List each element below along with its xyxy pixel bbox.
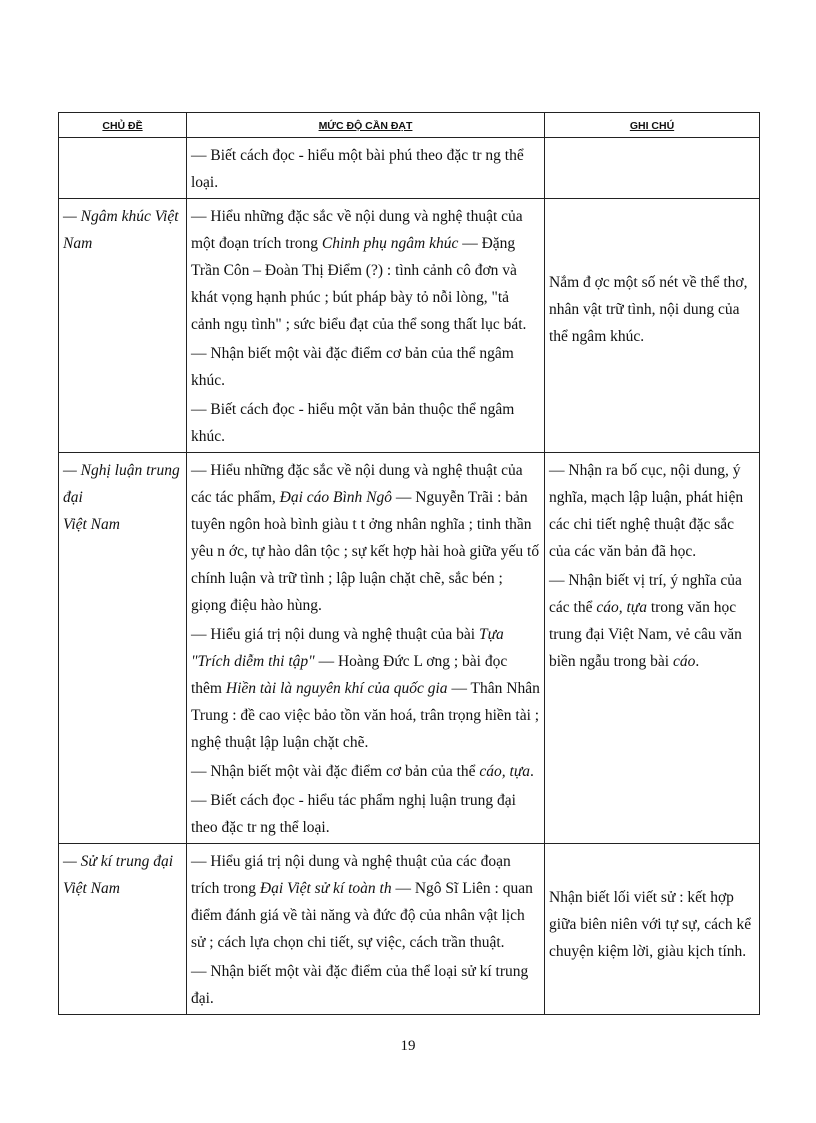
note-cell — [545, 844, 760, 1015]
table-row — [59, 199, 760, 453]
topic-cell: — Nghị luận trung đại Việt Nam — [59, 453, 187, 844]
level-cell — [187, 138, 545, 199]
topic-cell: — Sử kí trung đại Việt Nam — [59, 844, 187, 1015]
topic-cell: — Ngâm khúc Việt Nam — [59, 199, 187, 453]
curriculum-table — [58, 112, 760, 1015]
level-item: — Nhận biết một vài đặc điểm cơ bản của thể cáo, tựa. — [191, 763, 534, 780]
level-item: — Biết cách đọc - hiểu một bài phú theo đặc tr ng thể loại. — [191, 147, 524, 191]
level-cell — [187, 453, 545, 844]
level-cell — [187, 199, 545, 453]
topic-cell — [59, 138, 187, 199]
level-item: — Biết cách đọc - hiểu tác phẩm nghị luận trung đại theo đặc tr ng thể loại. — [191, 792, 516, 836]
note-item: — Nhận biết vị trí, ý nghĩa của các thể cáo, tựa trong văn học trung đại Việt Nam, vẻ câu văn biền ngẫu trong bài cáo. — [549, 572, 742, 670]
table-row — [59, 138, 760, 199]
level-item: — Hiểu những đặc sắc về nội dung và nghệ thuật của một đoạn trích trong Chinh phụ ngâm khúc — Đặng Trần Côn – Đoàn Thị Điểm (?) : tình cảnh cô đơn và khát vọng hạnh phúc ; bút pháp bày tỏ nỗi lòng, "tả cảnh ngụ tình" ; sức biểu đạt của thể song thất lục bát. — [191, 208, 527, 333]
table-row — [59, 844, 760, 1015]
level-item: — Hiểu những đặc sắc về nội dung và nghệ thuật của các tác phẩm, Đại cáo Bình Ngô — Nguyễn Trãi : bản tuyên ngôn hoà bình giàu t t ởng nhân nghĩa ; tinh thần yêu n ớc, tự hào dân tộc ; sự kết hợp hài hoà giữa yếu tố chính luận và trữ tình ; lập luận chặt chẽ, sắc bén ; giọng điệu hào hùng. — [191, 462, 540, 614]
page-number: 19 — [400, 1038, 416, 1054]
level-item: — Nhận biết một vài đặc điểm cơ bản của thể ngâm khúc. — [191, 345, 514, 389]
table-row — [59, 453, 760, 844]
note-cell — [545, 138, 760, 199]
header-note: GHI CHÚ — [545, 113, 760, 138]
header-level: MỨC ĐỘ CẦN ĐẠT — [187, 113, 545, 138]
note-cell — [545, 453, 760, 844]
level-cell — [187, 844, 545, 1015]
header-topic: CHỦ ĐỀ — [59, 113, 187, 138]
note-cell — [545, 199, 760, 453]
level-item: — Hiểu giá trị nội dung và nghệ thuật của bài Tựa "Trích diễm thi tập" — Hoàng Đức L ơng ; bài đọc thêm Hiền tài là nguyên khí của quốc gia — Thân Nhân Trung : đề cao việc bảo tồn văn hoá, trân trọng hiền tài ; nghệ thuật lập luận chặt chẽ. — [191, 626, 540, 751]
note-item: Nắm đ ợc một số nét về thể thơ, nhân vật trữ tình, nội dung của thể ngâm khúc. — [549, 274, 748, 345]
note-item: — Nhận ra bố cục, nội dung, ý nghĩa, mạch lập luận, phát hiện các chi tiết nghệ thuật đặc sắc của các văn bản đã học. — [549, 462, 744, 560]
note-item: Nhận biết lối viết sử : kết hợp giữa biên niên với tự sự, cách kể chuyện kiệm lời, giàu kịch tính. — [549, 889, 752, 960]
level-item: — Biết cách đọc - hiểu một văn bản thuộc thể ngâm khúc. — [191, 401, 515, 445]
level-item: — Hiểu giá trị nội dung và nghệ thuật của các đoạn trích trong Đại Việt sử kí toàn th — Ngô Sĩ Liên : quan điểm đánh giá về tài năng và đức độ của nhân vật lịch sử ; cách lựa chọn chi tiết, sự việc, cách trần thuật. — [191, 853, 533, 951]
table-header-row — [59, 113, 760, 138]
level-item: — Nhận biết một vài đặc điểm của thể loại sử kí trung đại. — [191, 963, 529, 1007]
